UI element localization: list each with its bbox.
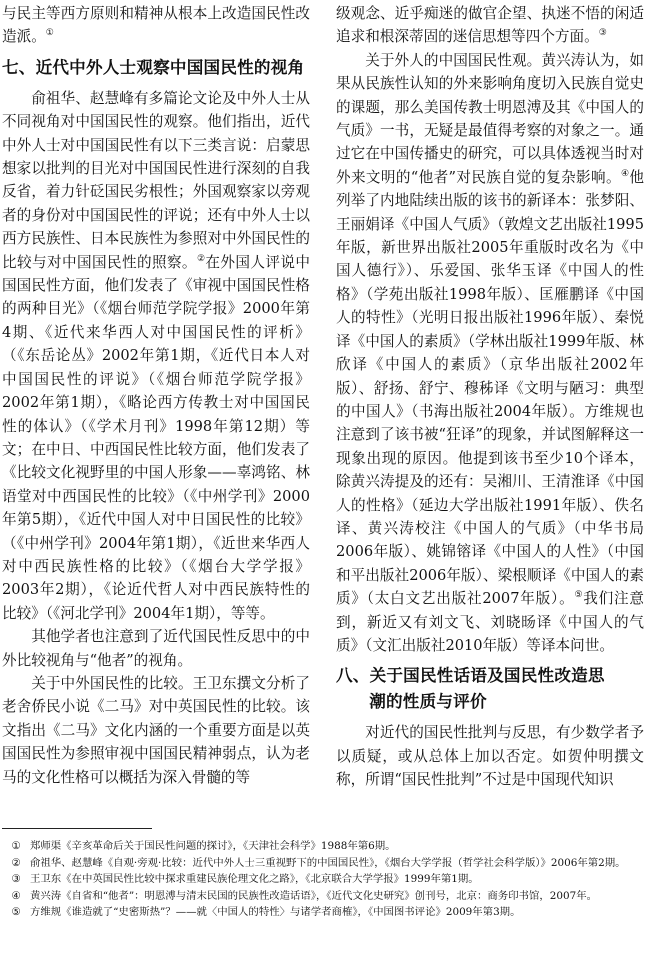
section-heading: [336, 663, 644, 715]
paragraph: 其他学者也注意到了近代国民性反思中的中外比较视角与“他者”的视角。: [2, 628, 310, 669]
footnote-reference[interactable]: ③: [598, 28, 607, 39]
footnotes: [2, 838, 642, 921]
paragraph: 对近代的国民性批判与反思，有少数学者予以质疑，或从总体上加以否定。如贺仲明撰文称，所谓“国民性批判”不过是中国现代知识: [336, 724, 644, 789]
heading-line: 八、关于国民性话语及国民性改造思: [336, 666, 605, 686]
footnote: [2, 871, 642, 888]
footnote-text: 王卫东《在中英国民性比较中探求重建民族伦理文化之路》，《北京联合大学学报》1999年第1期。: [30, 873, 479, 886]
right-column: [336, 2, 644, 792]
paragraph-text: 他列举了内地陆续出版的该书的新译本：张梦阳、王丽娟译《中国人气质》（敦煌文艺出版社1995年版，新世界出版社2005年重版时改名为《中国人德行》）、乐爱国、张华玉译《中国人的性格》（学苑出版社1998年版）、匡雁鹏译《中国人的特性》（光明日报出版社1996年版）、秦悦译《中国人的素质》（学林出版社1999年版、林欣译《中国人的素质》（京华出版社2002年版）、舒扬、舒宁、穆秭译《文明与陋习：典型的中国人》（书海出版社2004年版）。方维规也注意到了该书被“狂译”的现象，并试图解释这一现象出现的原因。他提到该书至少10个译本，除黄兴涛提及的还有：吴湘川、王清淮译《中国人的性格》（延边大学出版社1991年版）、佚名译、黄兴涛校注《中国人的气质》（中华书局2006年版）、姚锦镕译《中国人的人性》（中国和平出版社2006年版）、梁根顺译《中国人的素质》（太白文艺出版社2007年版）。: [336, 168, 644, 608]
paragraph: [2, 2, 310, 49]
footnote: [2, 888, 642, 905]
footnote-text: 方维规《谁造就了“史密斯热”？——就〈中国人的特性〉与诸学者商榷》，《中国图书评论》2009年第3期。: [30, 906, 521, 919]
paragraph-text: 我们注意到，新近又有刘文飞、刘晓旸译《中国人的气质》（文汇出版社2010年版）等译本问世。: [336, 590, 644, 654]
footnote-mark: ⑤: [11, 906, 21, 919]
footnote-text: 黄兴涛《自省和“他者”：明恩溥与清末民国的民族性改造话语》，《近代文化史研究》创刊号，北京：商务印书馆，2007年。: [30, 889, 597, 902]
paragraph: [336, 49, 644, 658]
paragraph: 关于中外国民性的比较。王卫东撰文分析了老舍侨民小说《二马》对中英国民性的比较。该文指出《二马》文化内涵的一个重要方面是以英国国民性为参照审视中国国民精神弱点，认为老马的文化性格可以概括为深入骨髓的等: [2, 674, 310, 786]
paragraph-text: 与民主等西方原则和精神从根本上改造国民性改造派。: [2, 5, 310, 46]
paragraph-text: 级观念、近乎痴迷的做官企望、执迷不悟的闲适追求和根深蒂固的迷信思想等四个方面。: [336, 5, 644, 46]
footnote: [2, 855, 642, 872]
footnote: [2, 838, 642, 855]
paragraph-text: 在外国人评说中国国民性方面，他们发表了《审视中国国民性格的两种目光》（《烟台师范学院学报》2000年第4期、《近代来华西人对中国国民性的评析》（《东岳论丛》2002年第1期，《近代日本人对中国国民性的评说》（《烟台师范学院学报》2002年第1期），《略论西方传教士对中国国民性的体认》（《学术月刊》1998年第12期）等文；在中日、中西国民性比较方面，他们发表了《比较文化视野里的中国人形象——辜鸿铭、林语堂对中西国民性的比较》（《中州学刊》2000年第5期），《近代中国人对中日国民性的比较》（《中州学刊》2004年第1期），《近世来华西人对中西民族性格的比较》（《烟台大学学报》2003年2期），《论近代哲人对中西民族特性的比较》（《河北学刊》2004年1期），等等。: [2, 253, 310, 622]
footnote-text: 郑师渠《辛亥革命后关于国民性问题的探讨》，《天津社会科学》1988年第6期。: [30, 840, 396, 852]
footnote-mark: ③: [11, 873, 21, 886]
paragraph-text: 俞祖华、赵慧峰有多篇论文论及中外人士从不同视角对中国国民性的观察。他们指出，近代中外人士对中国国民性有以下三类言说：启蒙思想家以批判的目光对中国国民性进行深刻的自我反省，着力针砭国民劣根性；外国观察家以旁观者的身份对中国国民性的评说；还有中外人士以西方民族性、日本民族性为参照对中外国民性的比较与对中国国民性的照察。: [2, 89, 310, 271]
paragraph: [336, 2, 644, 49]
footnote-reference[interactable]: ④: [620, 168, 630, 179]
footnote-reference[interactable]: ⑤: [574, 590, 584, 601]
footnote-divider: [2, 828, 152, 829]
footnote-reference[interactable]: ①: [45, 28, 54, 39]
paragraph-text: 关于外人的中国国民性观。黄兴涛认为，如果从民族性认知的外来影响角度切入民族自觉史的课题，那么美国传教士明恩溥及其《中国人的气质》一书，无疑是最值得考察的对象之一。通过它在中国传播史的研究，可以具体透视当时对外来文明的“他者”对民族自觉的复杂影响。: [336, 51, 644, 186]
left-column: [2, 2, 310, 789]
footnote-reference[interactable]: ②: [196, 253, 206, 264]
footnote: [2, 904, 642, 921]
heading-line: 潮的性质与评价: [369, 692, 487, 712]
section-heading: 七、近代中外人士观察中国国民性的视角: [2, 57, 305, 77]
footnote-mark: ②: [11, 856, 21, 869]
footnote-mark: ④: [11, 889, 21, 902]
paragraph: [2, 87, 310, 625]
footnote-text: 俞祖华、赵慧峰《自观·旁观·比较：近代中外人士三重视野下的中国国民性》，《烟台大学学报（哲学社会科学版）》2006年第2期。: [30, 856, 626, 869]
footnote-mark: ①: [11, 840, 21, 852]
